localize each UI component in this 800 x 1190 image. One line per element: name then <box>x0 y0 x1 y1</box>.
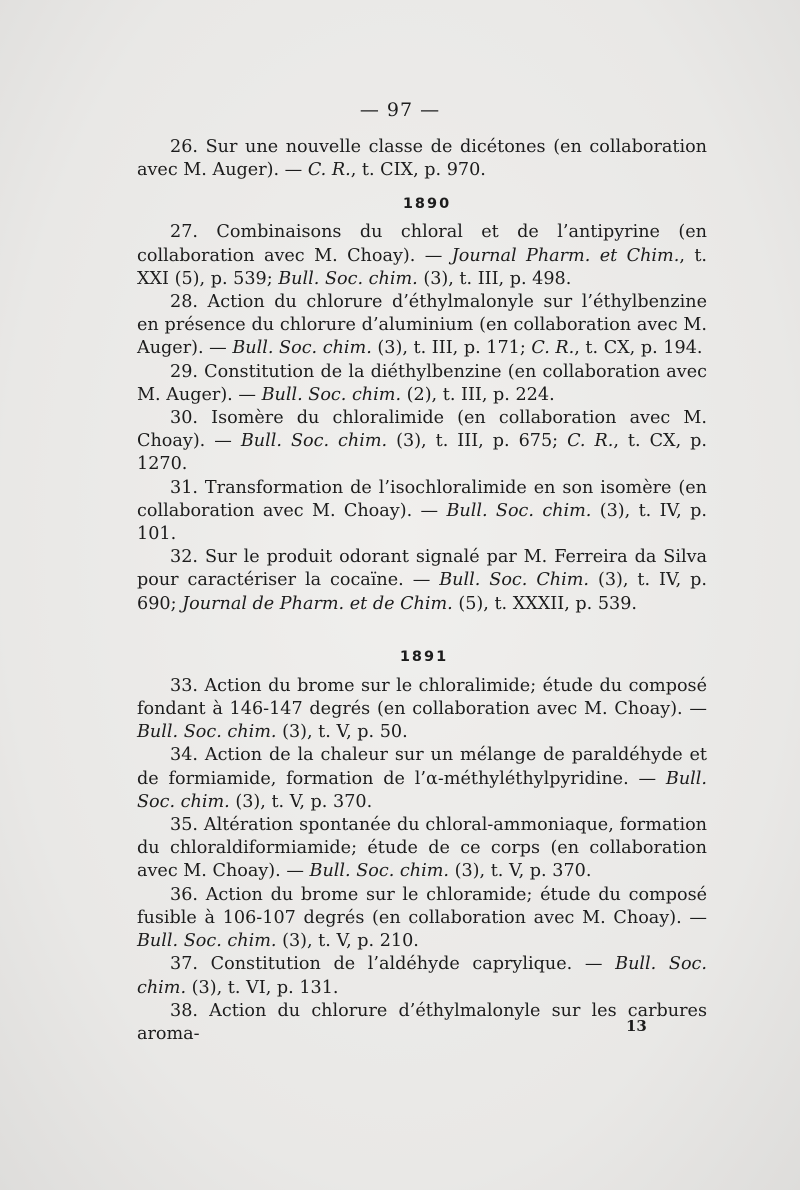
entry-reference: , t. CX, p. 1270. <box>137 431 708 475</box>
entry-citation: Bull. Soc. chim. <box>446 500 592 521</box>
bibliography-entry <box>137 1000 707 1046</box>
entry-citation: Bull. Soc. chim. <box>278 268 418 289</box>
entry-text: Isomère du chloralimide (en collaboration avec M. Choay). — <box>137 408 708 452</box>
bibliography-entry <box>137 291 707 361</box>
year-heading-1890: 1890 <box>402 196 452 213</box>
entry-reference: (3), t. III, p. 675; <box>387 431 568 452</box>
entry-text: Transformation de l’isochloralimide en son isomère (en collaboration avec M. Choay). — <box>137 477 707 521</box>
signature-mark: 13 <box>626 1017 647 1035</box>
entry-reference: (3), t. V, p. 210. <box>276 931 419 952</box>
bibliography-entry <box>137 814 707 884</box>
entry-reference: , t. CIX, p. 970. <box>350 160 486 181</box>
entry-number: 26. <box>170 137 198 157</box>
entry-citation: Bull. Soc. chim. <box>232 338 372 359</box>
bibliography-entry <box>137 221 707 291</box>
entry-citation: C. R. <box>567 431 614 452</box>
entry-text: Altération spontanée du chloral-ammoniaque, formation du chloraldiformiamide; étude de ce corps (en collaboration avec M. Choay). — <box>137 815 708 882</box>
entry-text: Sur une nouvelle classe de dicétones (en collaboration avec M. Auger). — <box>137 137 707 181</box>
entry-text: Action du chlorure d’éthylmalonyle sur les carbures aroma- <box>137 1000 707 1044</box>
entry-reference: (2), t. III, p. 224. <box>401 384 555 405</box>
entry-number: 38. <box>170 1000 198 1021</box>
bibliography-entry <box>137 744 707 814</box>
bibliography-entry <box>137 136 707 182</box>
entry-number: 37. <box>170 954 198 975</box>
bibliography-content <box>137 136 707 1046</box>
entry-citation: Bull. Soc. chim. <box>240 431 388 452</box>
entry-number: 28. <box>170 292 198 313</box>
entry-number: 33. <box>170 675 198 696</box>
entry-reference: (3), t. V, p. 370. <box>229 791 373 812</box>
entry-text: Action du chlorure d’éthylmalonyle sur l’éthylbenzine en présence du chlorure d’aluminium (en collaboration avec M. Auger). — <box>137 292 708 359</box>
entry-reference: (3), t. IV, p. 101. <box>137 500 707 545</box>
page-number: — 97 — <box>359 99 441 121</box>
entry-reference: (5), t. XXXII, p. 539. <box>452 593 638 614</box>
entry-number: 27. <box>170 222 198 243</box>
entry-text: Action de la chaleur sur un mélange de paraldéhyde et de formiamide, formation de l’α-méthyléthylpyridine. — <box>137 745 707 789</box>
bibliography-entry <box>137 361 707 407</box>
entries-1890 <box>137 221 707 615</box>
bibliography-entry <box>137 477 707 547</box>
entry-reference: (3), t. V, p. 50. <box>276 722 408 743</box>
bibliography-entry <box>137 546 707 616</box>
entry-number: 34. <box>170 745 198 766</box>
entry-number: 30. <box>170 408 198 429</box>
entry-text: Constitution de l’aldéhyde caprylique. — <box>210 954 616 975</box>
entry-reference: , t. CX, p. 194. <box>574 338 703 359</box>
entry-reference: (3), t. VI, p. 131. <box>186 977 339 998</box>
entry-reference: , t. XXI (5), p. 539; <box>137 245 707 289</box>
entry-number: 36. <box>170 884 198 905</box>
entry-citation: Bull. Soc. chim. <box>137 722 277 743</box>
entry-number: 29. <box>170 361 198 382</box>
entry-text: Action du brome sur le chloramide; étude du composé fusible à 106-107 degrés (en collaboration avec M. Choay). — <box>137 884 708 928</box>
entries-1891 <box>137 675 707 1046</box>
entry-number: 35. <box>170 815 198 836</box>
entry-citation: Bull. Soc. chim. <box>137 931 277 952</box>
bibliography-entry <box>137 884 707 954</box>
entry-citation: Bull. Soc. chim. <box>309 861 450 882</box>
entry-reference: (3), t. IV, p. 690; <box>137 570 707 614</box>
entry-text: Combinaisons du chloral et de l’antipyrine (en collaboration avec M. Choay). — <box>137 222 707 266</box>
entry-citation: Bull. Soc. Chim. <box>439 570 590 591</box>
entry-number: 32. <box>170 547 198 568</box>
entries-before-1890 <box>137 136 707 182</box>
entry-citation: Bull. Soc. chim. <box>261 384 402 405</box>
entry-reference: (3), t. III, p. 498. <box>417 268 572 289</box>
entry-text: Action du brome sur le chloralimide; étude du composé fondant à 146-147 degrés (en collaboration avec M. Choay). — <box>137 675 707 720</box>
bibliography-entry <box>137 407 707 477</box>
entry-text: Constitution de la diéthylbenzine (en collaboration avec M. Auger). — <box>137 361 707 405</box>
entry-citation: Journal de Pharm. et de Chim. <box>182 593 453 614</box>
entry-reference: (3), t. V, p. 370. <box>449 861 592 882</box>
entry-citation: C. R. <box>307 160 351 181</box>
entry-citation: Bull. Soc. chim. <box>137 768 707 812</box>
bibliography-entry <box>137 953 707 999</box>
year-heading-1891: 1891 <box>399 648 449 665</box>
entry-citation: Bull. Soc. chim. <box>137 954 708 998</box>
entry-text: Sur le produit odorant signalé par M. Ferreira da Silva pour caractériser la cocaïne. — <box>137 547 708 591</box>
entry-citation: Journal Pharm. et Chim. <box>451 245 680 266</box>
entry-number: 31. <box>170 477 198 498</box>
entry-reference: (3), t. III, p. 171; <box>371 338 532 359</box>
entry-citation: C. R. <box>531 338 575 359</box>
bibliography-entry <box>137 675 707 745</box>
